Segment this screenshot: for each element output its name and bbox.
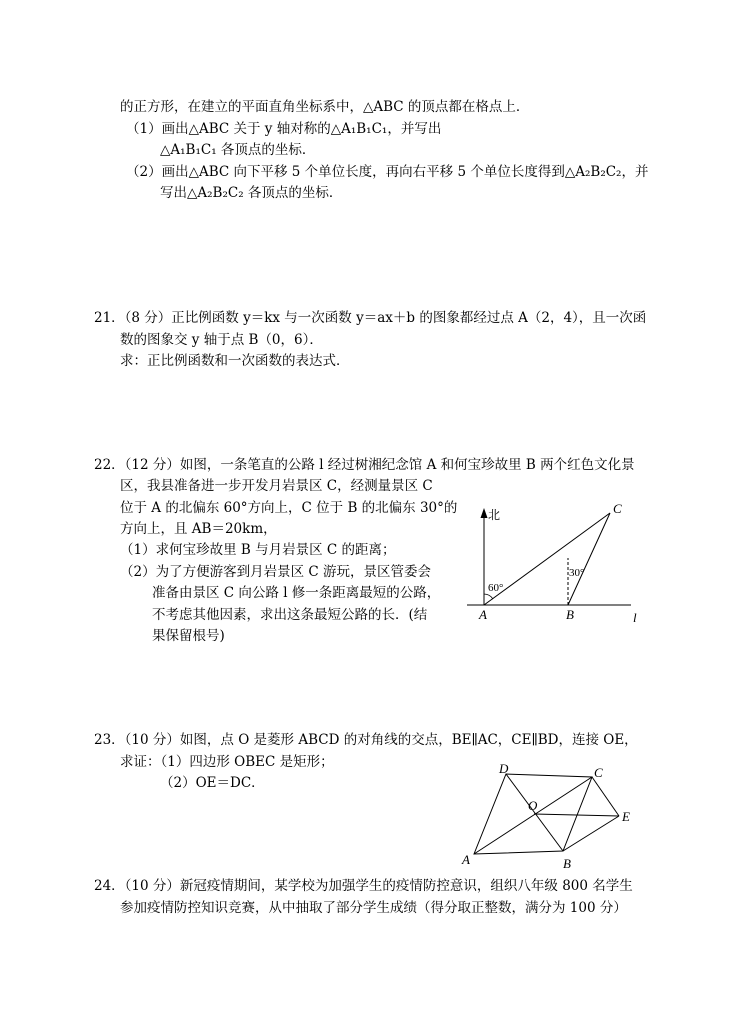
diagonal-ac [474, 777, 592, 854]
point-a-label: A [462, 852, 470, 867]
angle-arc-a [484, 594, 493, 599]
point-c-label: C [594, 765, 603, 780]
q21-line1: 21．（8 分）正比例函数 y＝kx 与一次函数 y＝ax＋b 的图象都经过点 A（2，4），且一次函 [94, 310, 647, 326]
point-o-label: O [528, 798, 538, 813]
segment-be [563, 816, 619, 851]
q21-line2: 数的图象交 y 轴于点 B（0，6）． [120, 332, 323, 348]
q23-line1: 23．（10 分）如图，点 O 是菱形 ABCD 的对角线的交点，BE∥AC，CE∥BD，连接 OE， [94, 732, 638, 748]
angle-label-60: 60° [488, 582, 504, 594]
north-label: 北 [488, 508, 501, 522]
segment-bc [568, 513, 610, 605]
q20-part1-b: △A₁B₁C₁ 各顶点的坐标． [160, 142, 316, 158]
north-arrow-head [481, 508, 488, 518]
q20-part2-a: （2）画出△ABC 向下平移 5 个单位长度，再向右平移 5 个单位长度得到△A₂B₂C₂，并 [126, 164, 649, 180]
point-b-label: B [566, 607, 574, 622]
q24-line2: 参加疫情防控知识竞赛，从中抽取了部分学生成绩（得分取正整数，满分为 100 分） [120, 900, 627, 916]
q22-line1: 22．（12 分）如图，一条笔直的公路 l 经过树湘纪念馆 A 和何宝珍故里 B 两个红色文化景 [94, 457, 635, 473]
q22-line4: 方向上，且 AB＝20km， [120, 521, 277, 537]
q22-part2-d: 果保留根号) [152, 628, 225, 644]
q22-part2-b: 准备由景区 C 向公路 l 修一条距离最短的公路， [152, 585, 441, 601]
q22-part1: （1）求何宝珍故里 B 与月岩景区 C 的距离； [120, 542, 396, 558]
point-c-label: C [613, 501, 622, 516]
q22-part2-a: （2）为了方便游客到月岩景区 C 游玩，景区管委会 [120, 564, 432, 580]
segment-ce [592, 777, 619, 816]
q23-line2: 求证：（1）四边形 OBEC 是矩形； [120, 754, 334, 770]
q20-part2-b: 写出△A₂B₂C₂ 各顶点的坐标． [160, 185, 343, 201]
q24-line1: 24．（10 分）新冠疫情期间，某学校为加强学生的疫情防控意识，组织八年级 800 名学生 [94, 878, 633, 894]
point-d-label: D [499, 761, 509, 776]
q20-line1: 的正方形，在建立的平面直角坐标系中，△ABC 的顶点都在格点上． [120, 99, 530, 115]
q23-line3: （2）OE＝DC． [160, 775, 265, 791]
q23-figure [455, 760, 640, 870]
point-a-label: A [479, 607, 487, 622]
line-l-label: l [633, 610, 637, 625]
angle-label-30: 30° [569, 567, 585, 579]
q22-line3: 位于 A 的北偏东 60°方向上，C 位于 B 的北偏东 30°的 [120, 500, 458, 516]
q22-part2-c: 不考虑其他因素，求出这条最短公路的长．(结 [152, 607, 428, 623]
q22-figure [455, 495, 655, 630]
q20-part1-a: （1）画出△ABC 关于 y 轴对称的△A₁B₁C₁，并写出 [126, 121, 442, 137]
point-b-label: B [563, 856, 571, 870]
q22-line2: 区，我县准备进一步开发月岩景区 C，经测量景区 C [120, 478, 433, 494]
point-e-label: E [622, 809, 630, 824]
q21-line3: 求：正比例函数和一次函数的表达式． [120, 353, 350, 369]
